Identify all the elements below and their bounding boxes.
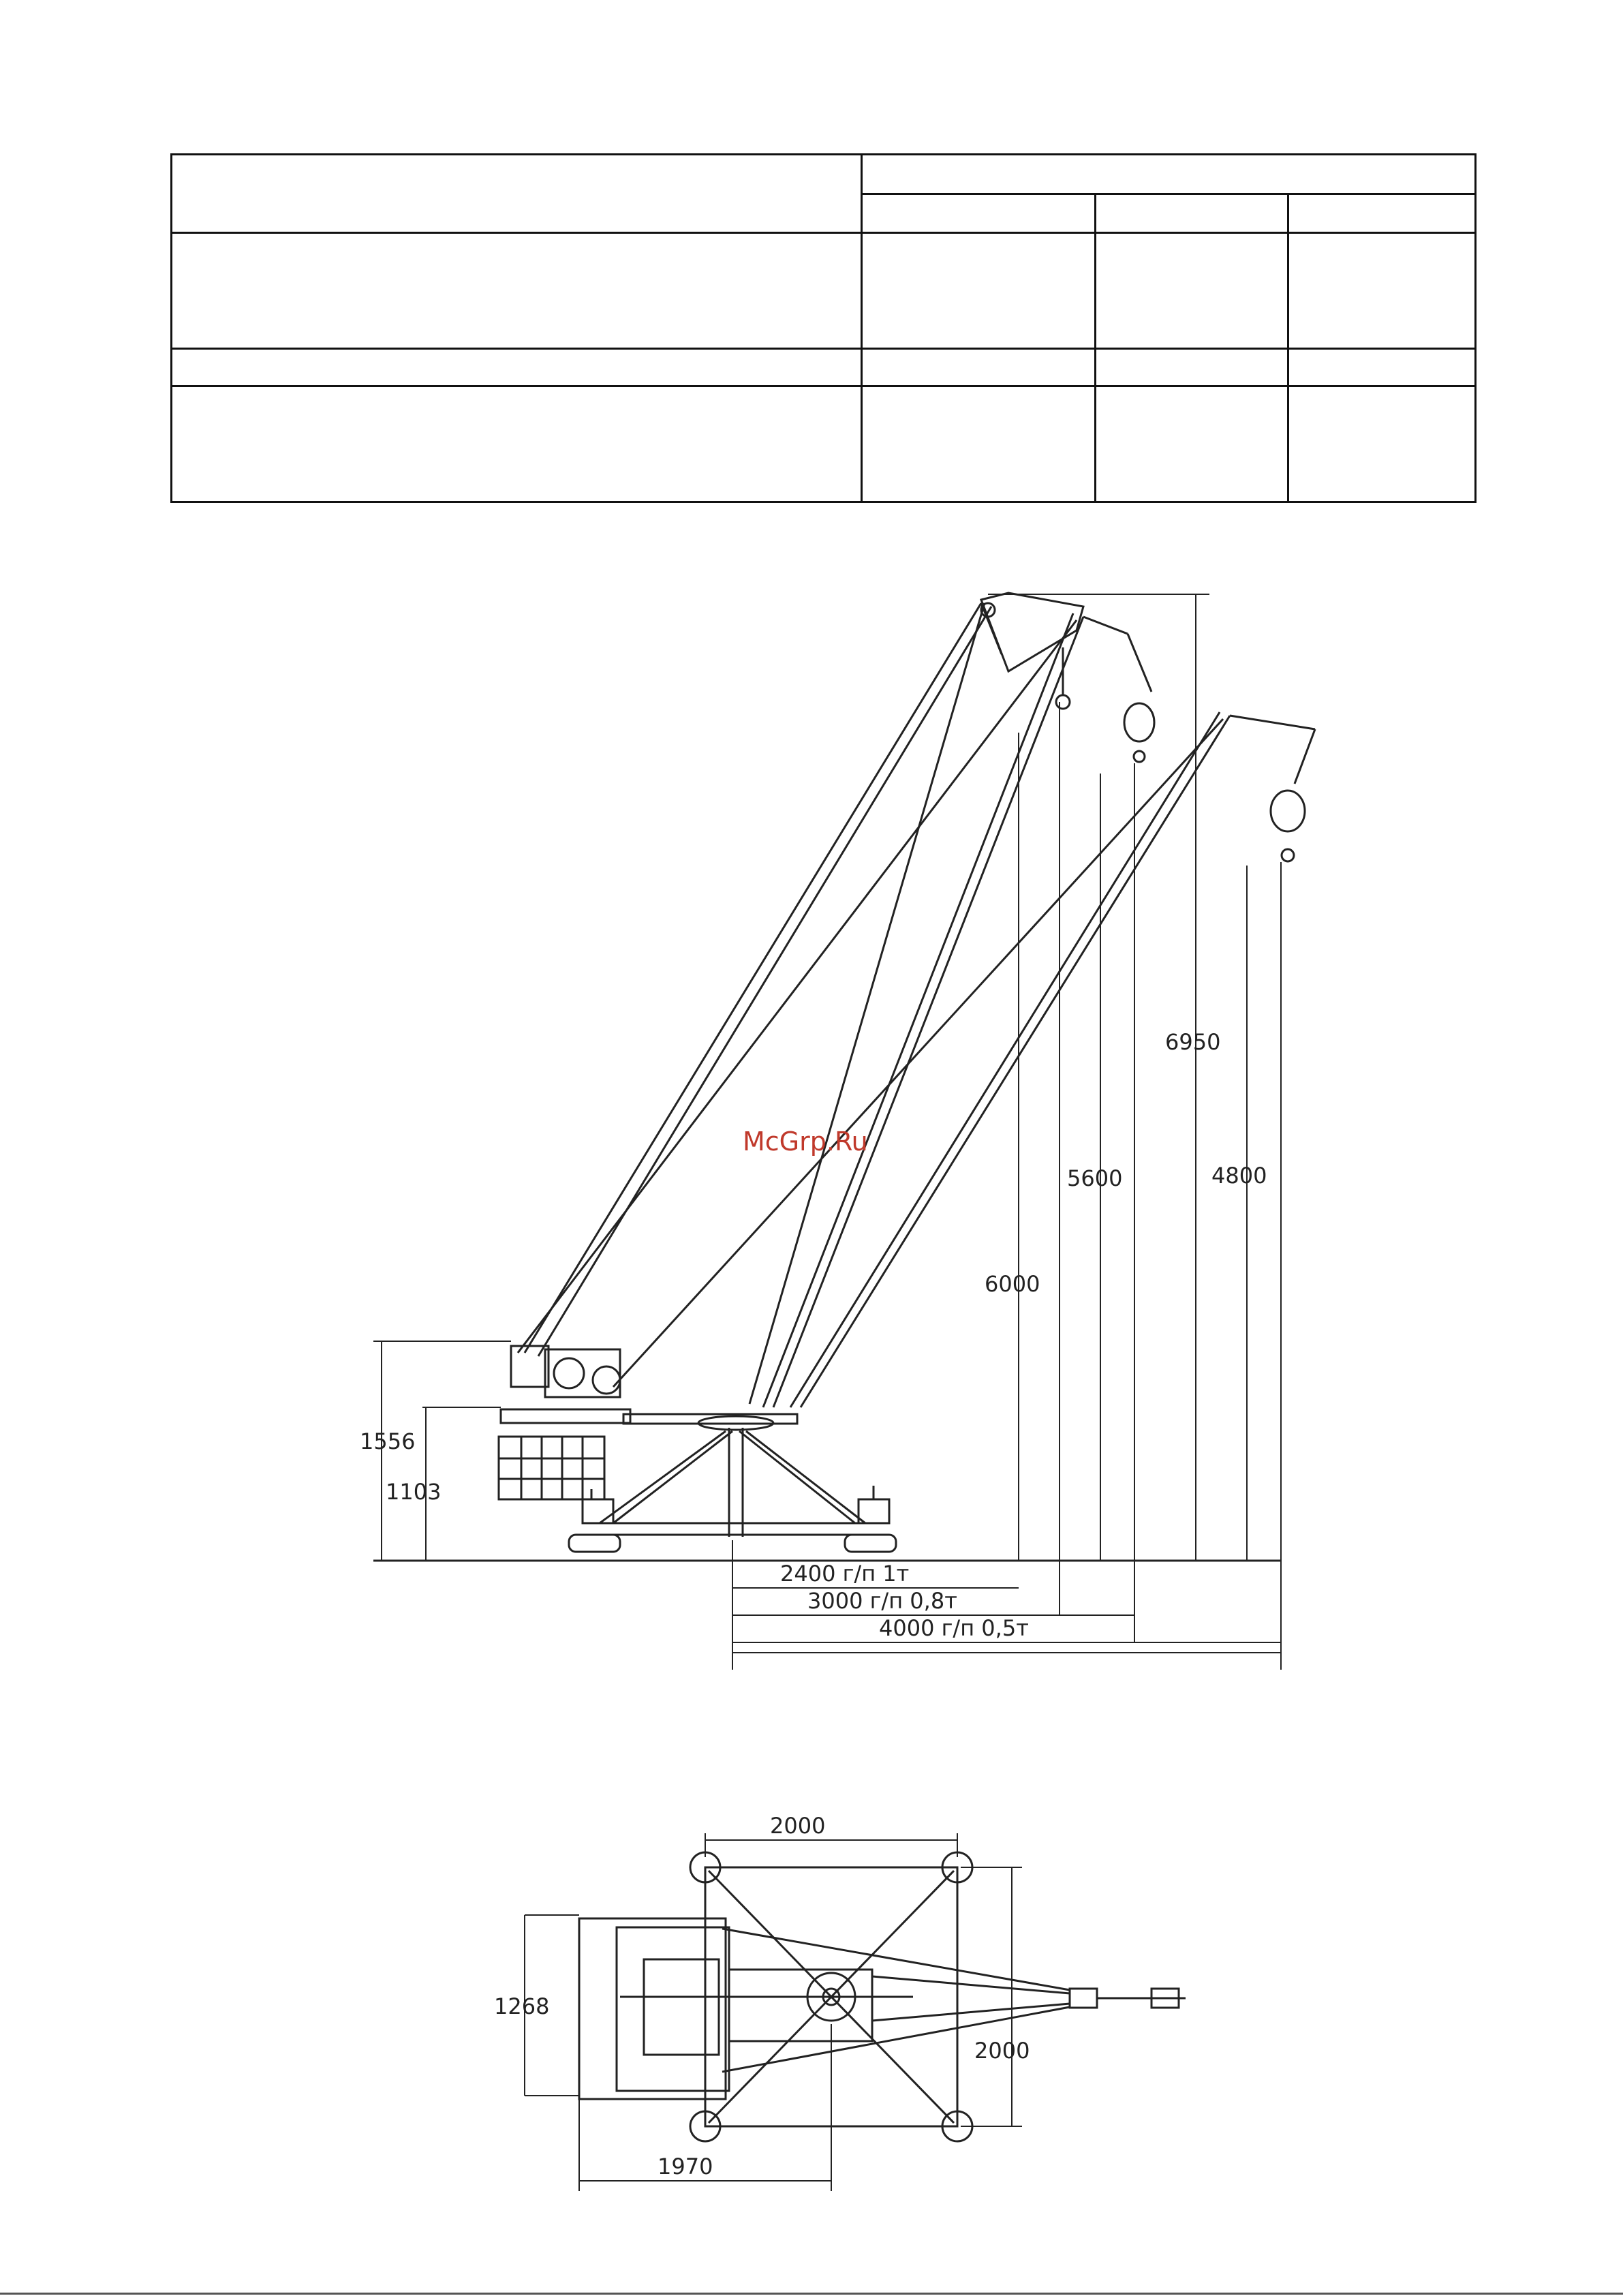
dim-height-1556: 1556 [360,1428,416,1454]
crane-top-view [0,1772,1623,2269]
dim-height-6950: 6950 [1165,1029,1221,1055]
watermark: McGrp.Ru [743,1127,868,1157]
dim-reach-4000: 4000 г/п 0,5т [879,1615,1029,1641]
dim-reach-3000: 3000 г/п 0,8т [807,1588,957,1614]
boom-position-2 [749,603,1154,1407]
dim-height-6000: 6000 [985,1271,1040,1297]
crane-base [499,1346,896,1552]
boom-head [518,593,1083,1353]
dim-body-width-1268: 1268 [494,1993,550,2019]
dim-height-5600: 5600 [1067,1165,1123,1191]
top-boom [722,1929,1186,2072]
page-bottom-rule [0,2293,1623,2295]
top-turntable [579,1918,913,2099]
dim-side-width-2000: 2000 [974,2038,1030,2064]
dim-reach-2400: 2400 г/п 1т [780,1561,910,1587]
dim-height-4800: 4800 [1211,1163,1267,1189]
dim-tail-length-1970: 1970 [658,2154,713,2179]
dim-height-1103: 1103 [386,1479,442,1505]
dim-top-width-2000: 2000 [770,1813,826,1839]
